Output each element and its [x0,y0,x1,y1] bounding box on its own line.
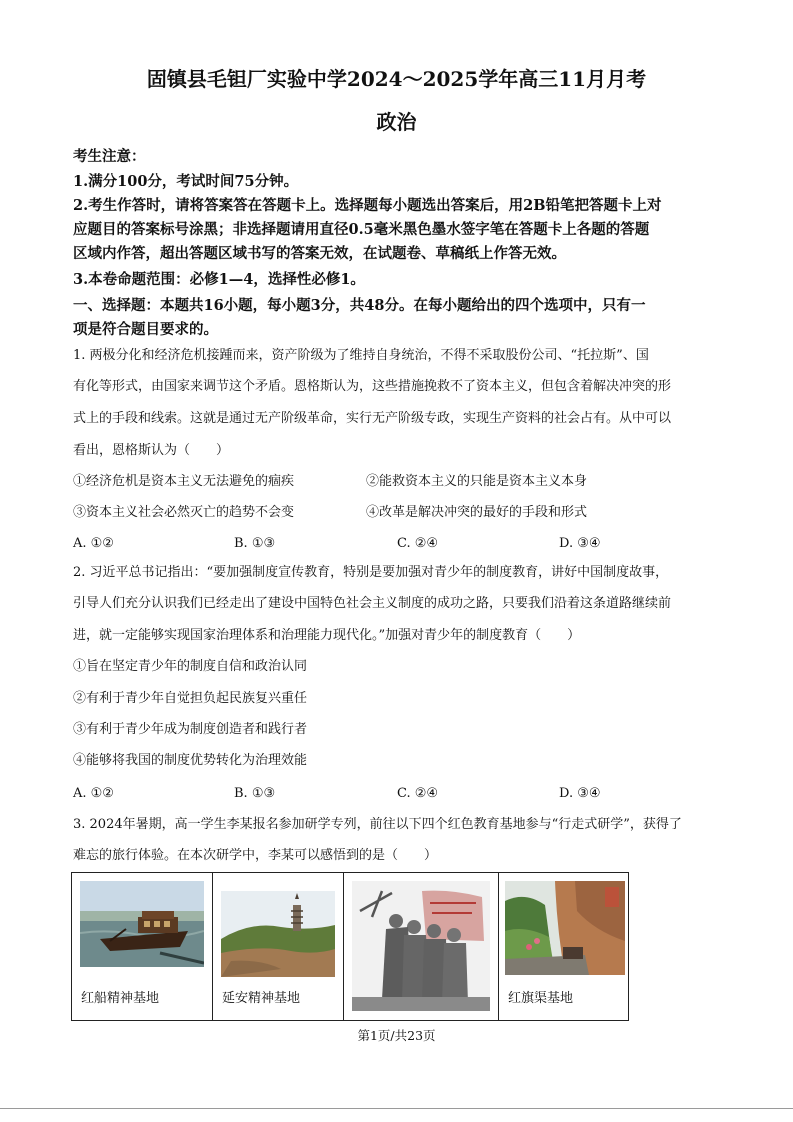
pagoda-photo [221,891,335,977]
exam-title: 固镇县毛钽厂实验中学2024～2025学年高三11月月考 [146,67,647,91]
q2-option-b[interactable]: B. ①③ [234,786,276,801]
image-cell-red-flag-canal [499,873,628,1020]
image-caption: 红船精神基地 [81,991,160,1006]
q2-stem: 进，就一定能够实现国家治理体系和治理能力现代化。”加强对青少年的制度教育（ ） [73,628,581,643]
notice-line: 区域内作答，超出答题区域书写的答案无效，在试题卷、草稿纸上作答无效。 [73,245,566,262]
q2-statement: ②有利于青少年自觉担负起民族复兴重任 [73,691,308,706]
notice-line: 1.满分100分，考试时间75分钟。 [73,173,299,190]
page-divider [0,1108,793,1109]
q3-stem: 难忘的旅行体验。在本次研学中，李某可以感悟到的是（ ） [73,848,438,863]
section-heading: 项是符合题目要求的。 [73,321,218,338]
q2-option-c[interactable]: C. ②④ [397,786,439,801]
red-boat-photo [80,881,204,967]
q1-statement: ③资本主义社会必然灭亡的趋势不会变 [73,505,295,520]
notice-line: 应题目的答案标号涂黑；非选择题请用直径0.5毫米黑色墨水签字笔在答题卡上各题的答题 [73,221,650,238]
image-cell-statue [344,873,499,1020]
image-table [71,872,629,1021]
image-cell-red-boat [72,873,213,1020]
q1-stem: 看出，恩格斯认为（ ） [73,443,230,458]
q2-option-a[interactable]: A. ①② [73,786,114,801]
q1-option-b[interactable]: B. ①③ [234,536,276,551]
q2-statement: ④能够将我国的制度优势转化为治理效能 [73,753,308,768]
q3-stem: 3. 2024年暑期，高一学生李某报名参加研学专列，前往以下四个红色教育基地参与“行走式研学”，获得了 [73,817,682,832]
q1-stem: 有化等形式，由国家来调节这个矛盾。恩格斯认为，这些措施挽救不了资本主义，但包含着解决冲突的形 [73,379,672,394]
image-cell-yanan [213,873,344,1020]
q2-stem: 2. 习近平总书记指出：“要加强制度宣传教育，特别是要加强对青少年的制度教育，讲好中国制度故事， [73,565,669,580]
notice-heading: 考生注意： [73,148,146,165]
q2-statement: ③有利于青少年成为制度创造者和践行者 [73,722,308,737]
q2-option-d[interactable]: D. ③④ [559,786,601,801]
q2-statement: ①旨在坚定青少年的制度自信和政治认同 [73,659,308,674]
q1-statement: ①经济危机是资本主义无法避免的痼疾 [73,474,295,489]
canal-photo [505,881,625,975]
notice-line: 2.考生作答时，请将答案答在答题卡上。选择题每小题选出答案后，用2B铅笔把答题卡上对 [73,197,662,214]
page-number: 第1页/共23页 [357,1028,436,1043]
notice-line: 3.本卷命题范围：必修1—4，选择性必修1。 [73,271,365,288]
image-caption: 延安精神基地 [222,991,301,1006]
q1-option-a[interactable]: A. ①② [73,536,114,551]
statue-photo [352,881,490,1011]
q1-statement: ④改革是解决冲突的最好的手段和形式 [366,505,588,520]
q1-stem: 式上的手段和线索。这就是通过无产阶级革命，实行无产阶级专政，实现生产资料的社会占有。从中可以 [73,411,672,426]
q1-option-c[interactable]: C. ②④ [397,536,439,551]
q1-statement: ②能救资本主义的只能是资本主义本身 [366,474,588,489]
subject-title: 政治 [376,110,417,134]
q2-stem: 引导人们充分认识我们已经走出了建设中国特色社会主义制度的成功之路，只要我们沿着这条道路继续前 [73,596,672,611]
image-caption: 红旗渠基地 [508,991,574,1006]
q1-option-d[interactable]: D. ③④ [559,536,601,551]
section-heading: 一、选择题：本题共16小题，每小题3分，共48分。在每小题给出的四个选项中，只有一 [73,297,646,314]
q1-stem: 1. 两极分化和经济危机接踵而来，资产阶级为了维持自身统治，不得不采取股份公司、“托拉斯”、国 [73,348,649,363]
